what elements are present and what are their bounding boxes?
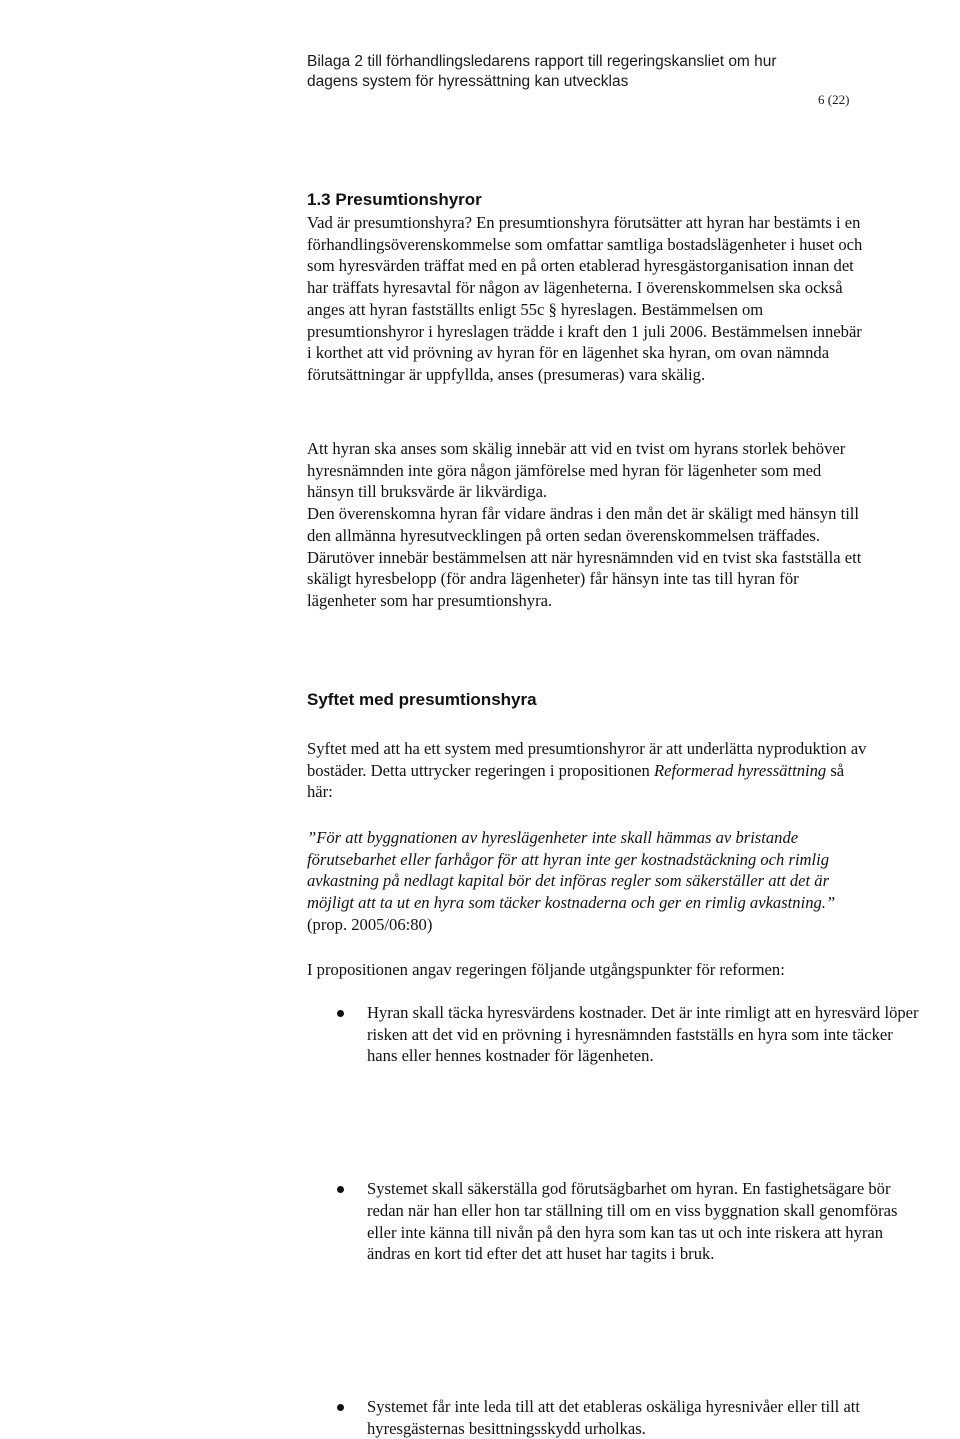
list-item-text: Systemet får inte leda till att det etableras oskäliga hyresnivåer eller till att hyresgästernas besittningsskydd urholkas. [367,1396,861,1438]
bullet-icon [337,1404,344,1411]
section-presumtionshyror [307,188,867,386]
section-paragraph-group-2 [307,438,867,612]
subsection-heading: Syftet med presumtionshyra [307,690,537,709]
section-paragraph-2a: Att hyran ska anses som skälig innebär att vid en tvist om hyrans storlek behöver hyresnämnden inte göra någon jämförelse med hyran för lägenheter som med hänsyn till bruksvärde är likvärdiga. [307,439,846,502]
list-item-text: Systemet skall säkerställa god förutsägbarhet om hyran. En fastighetsägare bör redan när han eller hon tar ställning till om en viss byggnation skall genomföras eller inte känna till nivån på den hyra som kan tas ut och inte riskera att hyran ändras en kort tid efter det att huset har tagits i bruk. [367,1179,898,1264]
quote-text: ”För att byggnationen av hyreslägenheter inte skall hämmas av bristande förutsebarhet eller farhågor för att hyran inte ger kostnadstäckning och rimlig avkastning på nedlagt kapital bör det införas regler som säkerställer att det är möjligt att ta ut en hyra som täcker kostnaderna och ger en rimlig avkastning.” [307,828,836,913]
bullet-icon [337,1010,344,1017]
list-item [307,1396,927,1439]
list-item [307,1178,927,1265]
list-item-text: Hyran skall täcka hyresvärdens kostnader. Det är inte rimligt att en hyresvärd löper risken att det vid en prövning i hyresnämnden fastställs en hyra som inte täcker hans eller hennes kostnader för lägenheten. [367,1003,919,1066]
subsection-paragraph-1-end: så här: [307,760,845,802]
header-line-1: Bilaga 2 till förhandlingsledarens rapport till regeringskansliet om hur [307,53,777,70]
proposition-title: Reformerad hyressättning [653,760,827,780]
document-body [307,188,919,1438]
reform-intro-text: I propositionen angav regeringen följande utgångspunkter för reformen: [307,960,785,979]
header-line-2: dagens system för hyressättning kan utvecklas [307,73,629,90]
section-paragraph-1: Vad är presumtionshyra? En presumtionshyra förutsätter att hyran har bestämts i en förhandlingsöverenskommelse som omfattar samtliga bostadslägenheter i huset och som hyresvärden träffat med en på orten etablerad hyresgästorganisation innan det har träffats hyresavtal för någon av lägenheterna. I överenskommelsen ska också anges att hyran fastställts enligt 55c § hyreslagen. Bestämmelsen om presumtionshyror i hyreslagen trädde i kraft den 1 juli 2006. Bestämmelsen innebär i korthet att vid prövning av hyran för en lägenhet ska hyran, om ovan nämnda förutsättningar är uppfyllda, anses (presumeras) vara skälig. [307,213,863,384]
section-paragraph-2b: Den överenskomna hyran får vidare ändras i den mån det är skäligt med hänsyn till den allmänna hyresutvecklingen på orten sedan överenskommelsen träffades. Därutöver innebär bestämmelsen att när hyresnämnden vid en tvist ska fastställa ett skäligt hyresbelopp (för andra lägenheter) får hänsyn inte tas till hyran för lägenheter som har presumtionshyra. [307,504,862,610]
subsection-paragraph-1-start: Syftet med att ha ett system med presumtionshyror är att underlätta nyproduktion av bostäder. Detta uttrycker regeringen i propositionen [307,739,867,780]
section-heading: 1.3 Presumtionshyror [307,190,482,209]
quote-reference: (prop. 2005/06:80) [307,914,433,934]
list-item [307,1002,927,1067]
page-header [307,52,867,92]
subsection-paragraph-1 [307,738,867,803]
subsection-paragraph-2 [307,959,867,981]
page-number: 6 (22) [818,92,850,107]
bullet-icon [337,1186,344,1193]
proposition-quote [307,827,867,936]
